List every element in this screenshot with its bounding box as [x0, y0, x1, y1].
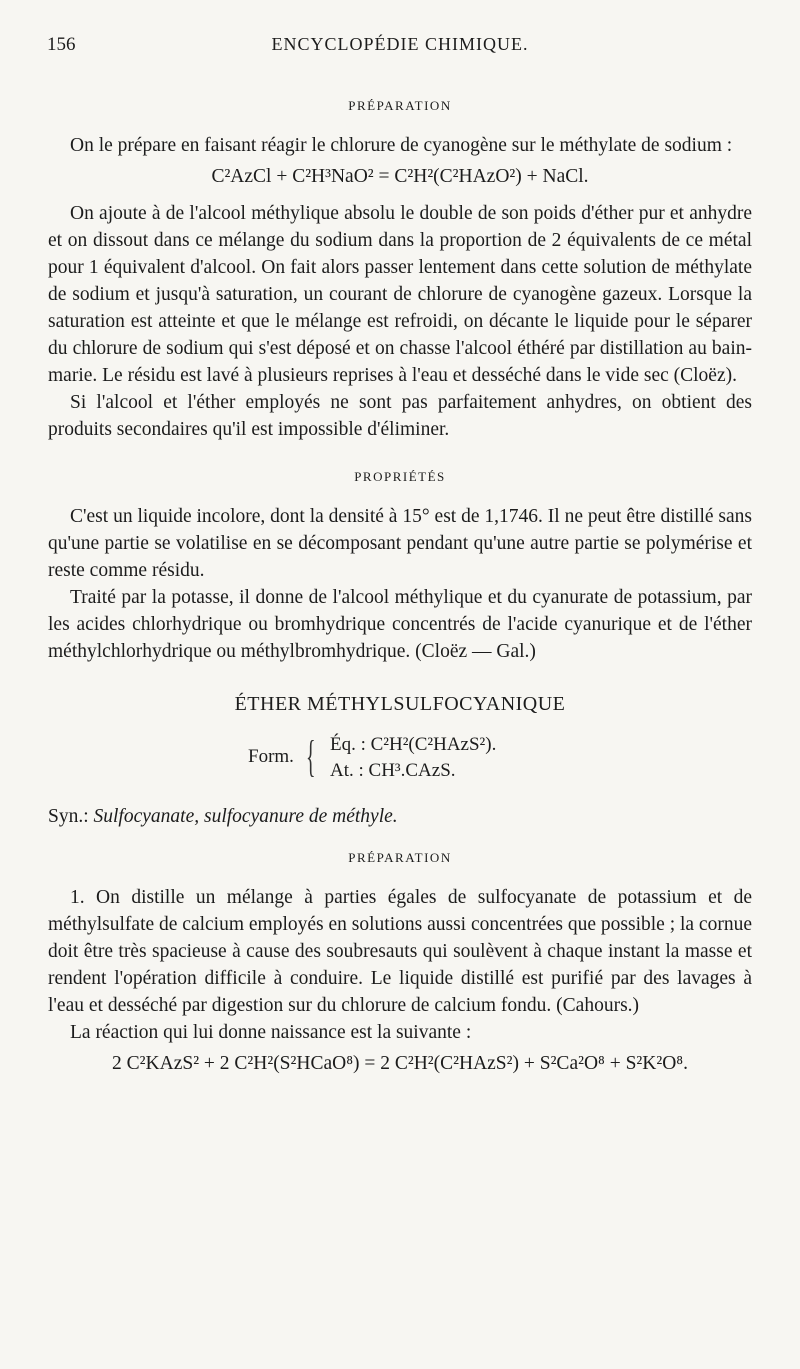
- paragraph: La réaction qui lui donne naissance est la suivante :: [70, 1022, 472, 1043]
- paragraph: C'est un liquide incolore, dont la densité à 15° est de 1,1746. Il ne peut être distillé sans qu'une partie se volatilise en se décomposant pendant qu'une autre partie se polymérise et reste comme résidu.: [48, 506, 752, 581]
- section-heading-preparation: PRÉPARATION: [348, 98, 452, 113]
- formula-label: Form.: [248, 746, 294, 767]
- section-heading-properties: PROPRIÉTÉS: [354, 469, 446, 484]
- page-body: [48, 98, 752, 1087]
- brace-icon: {: [306, 732, 316, 781]
- formula-block: [48, 732, 752, 788]
- running-title: ENCYCLOPÉDIE CHIMIQUE.: [271, 34, 529, 54]
- page-number: 156: [47, 34, 76, 55]
- paragraph: 1. On distille un mélange à parties égales de sulfocyanate de potassium et de méthylsulfate de calcium employés en solutions aussi concentrées que possible ; la cornue doit être très spacieuse à cause des soubresauts qui soulèvent à chaque instant la masse et rendent l'opération difficile à conduire. Le liquide distillé est purifié par des lavages à l'eau et desséché par digestion sur du chlorure de calcium fondu. (Cahours.): [48, 887, 752, 1016]
- paragraph: On ajoute à de l'alcool méthylique absolu le double de son poids d'éther pur et anhydre et on dissout dans ce mélange du sodium dans la proportion de 2 équivalents de ce métal pour 1 équivalent d'alcool. On fait alors passer lentement dans cette solution de méthylate de sodium et jusqu'à saturation, un courant de chlorure de cyanogène gazeux. Lorsque la saturation est atteinte et que le mélange est refroidi, on décante le liquide pour le séparer du chlorure de sodium qui s'est déposé et on chasse l'alcool éthéré par distillation au bain-marie. Le résidu est lavé à plusieurs reprises à l'eau et desséché dans le vide sec (Cloëz).: [48, 203, 752, 386]
- compound-title: ÉTHER MÉTHYLSULFOCYANIQUE: [234, 693, 566, 715]
- synonyms: [48, 806, 752, 828]
- section-heading-preparation-2: PRÉPARATION: [348, 850, 452, 865]
- paragraph: Si l'alcool et l'éther employés ne sont pas parfaitement anhydres, on obtient des produits secondaires qu'il est impossible d'éliminer.: [48, 392, 752, 440]
- page-header: [47, 34, 753, 64]
- chemical-formula: C²AzCl + C²H³NaO² = C²H²(C²HAzO²) + NaCl.: [211, 166, 589, 187]
- paragraph: Traité par la potasse, il donne de l'alcool méthylique et du cyanurate de potassium, par les acides chlorhydrique ou bromhydrique concentrés de l'acide cyanurique et de l'éther méthylchlorhydrique ou méthylbromhydrique. (Cloëz — Gal.): [48, 587, 752, 662]
- synonyms-label: Syn.:: [48, 806, 89, 827]
- chemical-formula-2: 2 C²KAzS² + 2 C²H²(S²HCaO⁸) = 2 C²H²(C²HAzS²) + S²Ca²O⁸ + S²K²O⁸.: [112, 1053, 688, 1074]
- paragraph: On le prépare en faisant réagir le chlorure de cyanogène sur le méthylate de sodium :: [70, 135, 733, 156]
- synonyms-text: Sulfocyanate, sulfocyanure de méthyle.: [93, 806, 398, 827]
- formula-atomic: At. : CH³.CAzS.: [330, 760, 456, 781]
- formula-equivalent: Éq. : C²H²(C²HAzS²).: [330, 734, 497, 755]
